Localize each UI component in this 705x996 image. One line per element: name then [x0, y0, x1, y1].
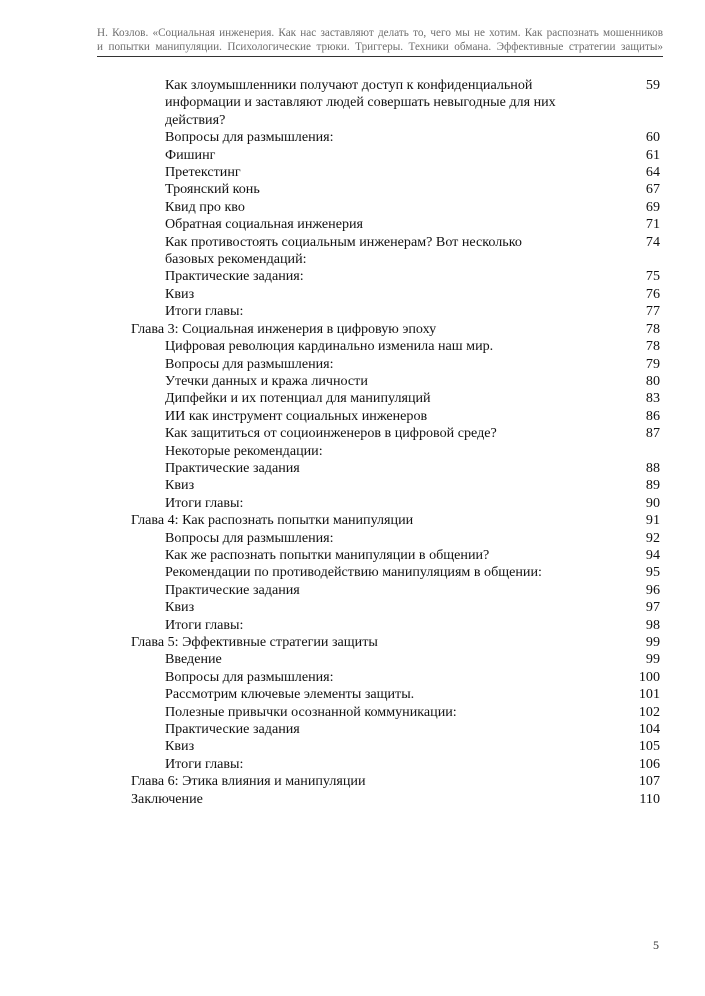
toc-section-entry[interactable] — [0, 77, 705, 129]
toc-chapter-entry[interactable] — [0, 773, 705, 790]
toc-entry-page: 79 — [645, 355, 660, 372]
toc-chapter-entry[interactable] — [0, 512, 705, 529]
running-header-line-2: и попытки манипуляции. Психологические трюки. Триггеры. Техники обмана. Эффективные стратегии защиты» — [97, 41, 663, 53]
toc-entry-page: 99 — [645, 634, 660, 650]
toc-entry-page: 78 — [645, 338, 660, 355]
toc-section-entry[interactable] — [0, 495, 705, 512]
toc-entry-title: Обратная социальная инженерия — [165, 216, 364, 233]
toc-entry-page: 107 — [638, 773, 660, 790]
toc-entry-page: 98 — [645, 616, 660, 633]
toc-entry-title: Квиз — [165, 599, 195, 616]
toc-section-entry[interactable] — [0, 425, 705, 460]
toc-entry-page: 76 — [645, 285, 660, 302]
toc-entry-title: Вопросы для размышления: — [165, 529, 334, 546]
toc-section-entry[interactable] — [0, 129, 705, 146]
toc-section-entry[interactable] — [0, 530, 705, 547]
toc-entry-page: 59 — [645, 77, 660, 93]
toc-entry-title: Как защититься от социоинженеров в цифровой среде? Некоторые рекомендации: — [165, 425, 497, 459]
toc-entry-title: Вопросы для размышления: — [165, 129, 334, 146]
toc-entry-page: 90 — [645, 494, 660, 511]
toc-entry-page: 75 — [645, 268, 660, 285]
toc-entry-title: Рекомендации по противодействию манипуляциям в общении: — [165, 564, 542, 581]
toc-entry-page: 94 — [645, 546, 660, 563]
toc-section-entry[interactable] — [0, 617, 705, 634]
toc-section-entry[interactable] — [0, 216, 705, 233]
toc-entry-page: 92 — [645, 529, 660, 546]
toc-entry-page: 97 — [645, 599, 660, 616]
toc-entry-page: 77 — [645, 303, 660, 320]
toc-section-entry[interactable] — [0, 599, 705, 616]
toc-entry-title: Итоги главы: — [165, 303, 244, 320]
toc-entry-title: Цифровая революция кардинально изменила наш мир. — [165, 338, 494, 355]
toc-entry-page: 106 — [638, 755, 660, 772]
table-of-contents — [0, 77, 705, 808]
toc-entry-title: Глава 3: Социальная инженерия в цифровую эпоху — [131, 320, 437, 337]
toc-section-entry[interactable] — [0, 408, 705, 425]
running-header-line-1: Н. Козлов. «Социальная инженерия. Как нас заставляют делать то, чего мы не хотим. Как распознать мошенников — [97, 27, 663, 39]
toc-section-entry[interactable] — [0, 338, 705, 355]
toc-section-entry[interactable] — [0, 181, 705, 198]
toc-section-entry[interactable] — [0, 303, 705, 320]
toc-entry-title: Как же распознать попытки манипуляции в общении? — [165, 546, 490, 563]
toc-section-entry[interactable] — [0, 738, 705, 755]
toc-section-entry[interactable] — [0, 686, 705, 703]
toc-entry-title: Введение — [165, 651, 222, 668]
toc-entry-title: Глава 6: Этика влияния и манипуляции — [131, 773, 366, 790]
toc-entry-title: Глава 4: Как распознать попытки манипуляции — [131, 512, 414, 529]
toc-entry-page: 96 — [645, 581, 660, 598]
toc-chapter-entry[interactable] — [0, 321, 705, 338]
toc-entry-title: Дипфейки и их потенциал для манипуляций — [165, 390, 431, 407]
toc-entry-page: 60 — [645, 129, 660, 146]
toc-entry-page: 78 — [645, 320, 660, 337]
toc-section-entry[interactable] — [0, 234, 705, 269]
toc-section-entry[interactable] — [0, 564, 705, 581]
running-header — [97, 26, 663, 54]
toc-entry-page: 67 — [645, 181, 660, 198]
toc-entry-title: Итоги главы: — [165, 755, 244, 772]
toc-entry-page: 87 — [645, 425, 660, 442]
toc-entry-page: 91 — [645, 512, 660, 529]
toc-entry-page: 83 — [645, 390, 660, 407]
page-number: 5 — [653, 938, 659, 952]
toc-section-entry[interactable] — [0, 756, 705, 773]
toc-chapter-entry[interactable] — [0, 791, 705, 808]
toc-section-entry[interactable] — [0, 547, 705, 564]
toc-chapter-entry[interactable] — [0, 634, 705, 651]
toc-section-entry[interactable] — [0, 268, 705, 285]
toc-entry-page: 101 — [638, 686, 660, 703]
toc-entry-title: Квид про кво — [165, 198, 245, 215]
toc-entry-title: Претекстинг — [165, 164, 241, 181]
header-divider — [97, 56, 663, 57]
toc-section-entry[interactable] — [0, 704, 705, 721]
toc-entry-title: ИИ как инструмент социальных инженеров — [165, 407, 428, 424]
toc-section-entry[interactable] — [0, 460, 705, 477]
toc-entry-title: Квиз — [165, 738, 195, 755]
toc-entry-page: 102 — [638, 703, 660, 720]
toc-entry-page: 71 — [645, 216, 660, 233]
toc-entry-title: Как противостоять социальным инженерам? Вот несколько базовых рекомендаций: — [165, 233, 522, 268]
toc-entry-page: 89 — [645, 477, 660, 494]
toc-entry-title: Квиз — [165, 477, 195, 494]
toc-section-entry[interactable] — [0, 164, 705, 181]
toc-entry-title: Вопросы для размышления: — [165, 355, 334, 372]
toc-entry-page: 88 — [645, 459, 660, 476]
toc-entry-title: Рассмотрим ключевые элементы защиты. — [165, 686, 415, 703]
toc-section-entry[interactable] — [0, 373, 705, 390]
toc-entry-title: Глава 5: Эффективные стратегии защиты — [131, 634, 378, 650]
toc-entry-title: Заключение — [131, 790, 203, 807]
toc-entry-page: 100 — [638, 668, 660, 685]
toc-entry-title: Фишинг — [165, 146, 216, 163]
toc-section-entry[interactable] — [0, 721, 705, 738]
toc-section-entry[interactable] — [0, 477, 705, 494]
toc-entry-title: Итоги главы: — [165, 616, 244, 633]
toc-entry-title: Практические задания — [165, 721, 300, 738]
toc-entry-page: 105 — [638, 738, 660, 755]
toc-section-entry[interactable] — [0, 356, 705, 373]
toc-entry-page: 61 — [645, 146, 660, 163]
toc-section-entry[interactable] — [0, 669, 705, 686]
toc-entry-title: Утечки данных и кража личности — [165, 372, 368, 389]
toc-entry-title: Итоги главы: — [165, 494, 244, 511]
toc-section-entry[interactable] — [0, 651, 705, 668]
toc-entry-page: 86 — [645, 407, 660, 424]
toc-entry-title: Квиз — [165, 285, 195, 302]
toc-section-entry[interactable] — [0, 582, 705, 599]
toc-entry-title: Полезные привычки осознанной коммуникации: — [165, 703, 457, 720]
toc-entry-title: Троянский конь — [165, 181, 260, 198]
toc-section-entry[interactable] — [0, 286, 705, 303]
toc-entry-page: 99 — [645, 651, 660, 668]
toc-section-entry[interactable] — [0, 199, 705, 216]
toc-entry-page: 104 — [638, 721, 660, 738]
toc-entry-page: 69 — [645, 198, 660, 215]
toc-entry-page: 64 — [645, 164, 660, 181]
toc-entry-page: 74 — [645, 233, 660, 250]
toc-entry-page: 80 — [645, 372, 660, 389]
toc-entry-title: Вопросы для размышления: — [165, 668, 334, 685]
toc-entry-title: Как злоумышленники получают доступ к конфиденциальной информации и заставляют людей совершать невыгодные для них действия? — [165, 77, 556, 128]
toc-section-entry[interactable] — [0, 390, 705, 407]
toc-entry-page: 110 — [639, 790, 660, 807]
toc-entry-title: Практические задания — [165, 581, 300, 598]
toc-entry-page: 95 — [645, 564, 660, 581]
toc-entry-title: Практические задания — [165, 459, 300, 476]
toc-entry-title: Практические задания: — [165, 268, 304, 285]
toc-section-entry[interactable] — [0, 147, 705, 164]
